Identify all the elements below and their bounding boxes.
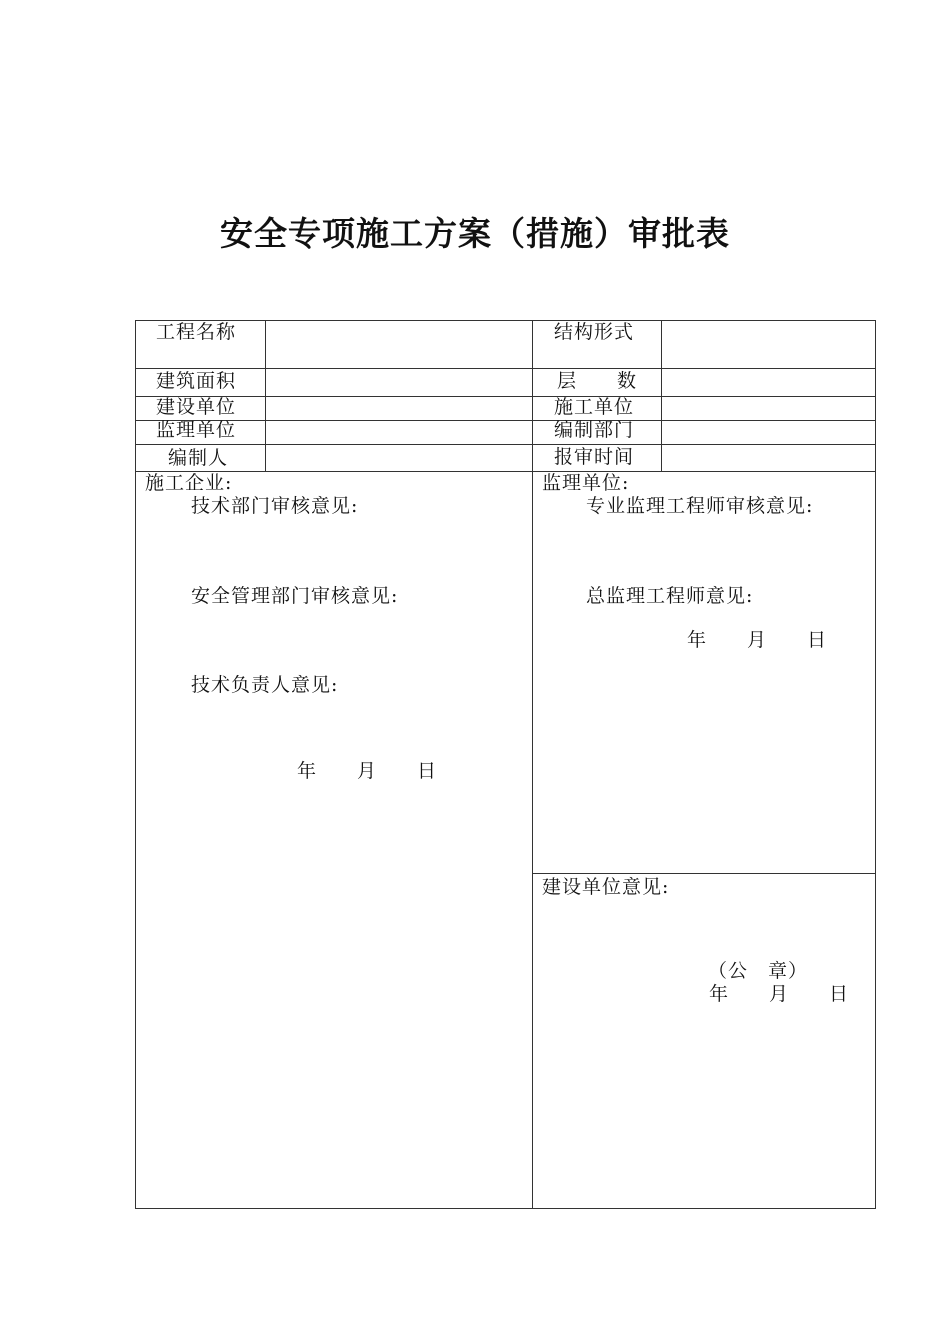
tech-lead-opinion-label: 技术负责人意见:: [191, 674, 339, 696]
construction-date: 年 月 日: [297, 760, 438, 782]
supervision-date: 年 月 日: [687, 629, 828, 651]
row-divider: [136, 471, 875, 472]
specialist-engineer-opinion-label: 专业监理工程师审核意见:: [586, 495, 814, 517]
owner-date: 年 月 日: [709, 983, 850, 1005]
label-structure-type: 结构形式: [554, 321, 635, 343]
owner-opinion-heading: 建设单位意见:: [542, 876, 670, 898]
label-submit-time: 报审时间: [554, 446, 635, 468]
safety-dept-opinion-label: 安全管理部门审核意见:: [191, 585, 399, 607]
approval-form-table: [135, 320, 876, 1209]
official-seal-label: （公 章）: [708, 960, 809, 982]
row-divider: [136, 444, 875, 445]
form-title: 安全专项施工方案（措施）审批表: [220, 214, 730, 253]
label-building-area: 建筑面积: [156, 370, 237, 392]
label-construction-unit: 施工单位: [554, 396, 635, 418]
construction-heading: 施工企业:: [145, 472, 233, 494]
col-divider: [265, 321, 266, 471]
label-floor-count: 层 数: [557, 370, 638, 392]
col-divider: [661, 321, 662, 471]
supervision-heading: 监理单位:: [542, 472, 630, 494]
row-divider: [136, 420, 875, 421]
label-author: 编制人: [168, 447, 229, 469]
tech-dept-opinion-label: 技术部门审核意见:: [191, 495, 359, 517]
label-author-dept: 编制部门: [554, 419, 635, 441]
col-divider: [532, 321, 533, 1208]
chief-engineer-opinion-label: 总监理工程师意见:: [586, 585, 754, 607]
row-divider: [136, 368, 875, 369]
owner-section-divider: [532, 873, 875, 874]
label-supervision-unit: 监理单位: [156, 419, 237, 441]
label-owner-unit: 建设单位: [156, 396, 237, 418]
label-project-name: 工程名称: [156, 321, 237, 343]
row-divider: [136, 396, 875, 397]
